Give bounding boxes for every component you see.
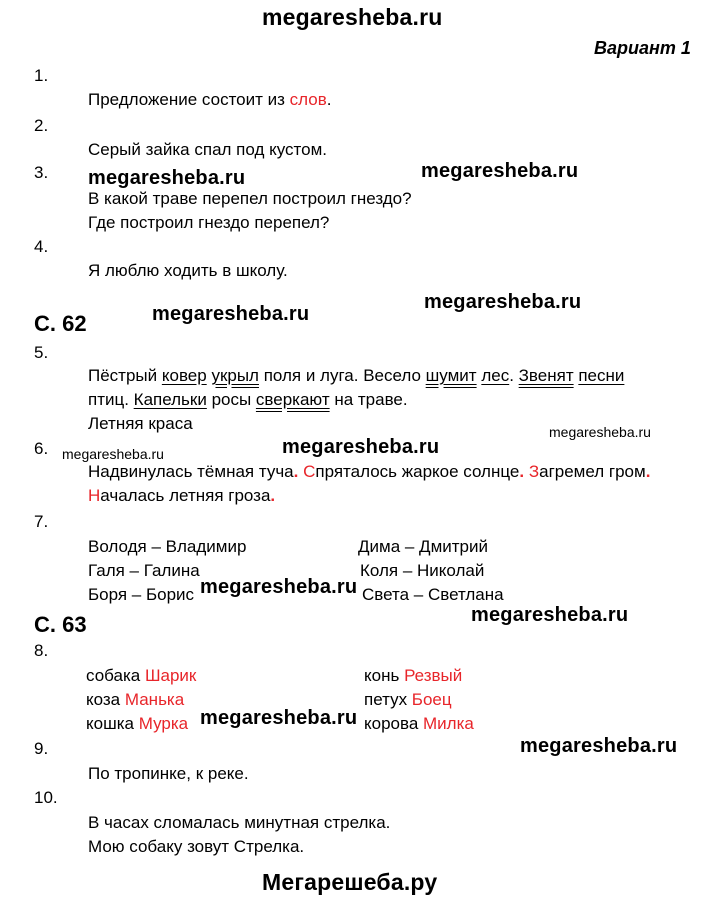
- name-pair: Володя – Владимир: [88, 537, 247, 556]
- predicate-word: шумит: [425, 366, 477, 385]
- red-letter: С: [303, 462, 316, 481]
- word: птиц.: [88, 390, 134, 409]
- red-name: Боец: [411, 690, 452, 709]
- red-punctuation: .: [645, 462, 651, 481]
- answer-text: В часах сломалась минутная стрелка.: [88, 813, 391, 832]
- subject-word: ковер: [161, 366, 207, 385]
- word: конь: [364, 666, 405, 685]
- answer-highlight: слов: [289, 90, 327, 109]
- predicate-word: Звенят: [518, 366, 574, 385]
- red-name: Шарик: [144, 666, 197, 685]
- watermark: megaresheba.ru: [200, 576, 358, 598]
- question-number: 4.: [34, 237, 49, 256]
- watermark: megaresheba.ru: [200, 707, 358, 729]
- red-name: Резвый: [404, 666, 463, 685]
- subject-word: песни: [578, 366, 625, 385]
- red-name: Манька: [124, 690, 185, 709]
- name-pair: Света – Светлана: [362, 585, 504, 604]
- red-name: Мурка: [138, 714, 189, 733]
- red-letter: Н: [88, 486, 101, 505]
- word: на траве.: [329, 390, 408, 409]
- answer-text: [88, 366, 624, 386]
- answer-text-part: .: [326, 90, 332, 109]
- animal-name: [364, 714, 474, 734]
- answer-text: [88, 90, 332, 110]
- predicate-word: укрыл: [211, 366, 259, 385]
- watermark: megaresheba.ru: [471, 604, 629, 626]
- question-number: 3.: [34, 163, 49, 182]
- question-number: 1.: [34, 66, 49, 85]
- page-heading: С. 62: [34, 311, 87, 336]
- answer-title: Летняя краса: [88, 414, 193, 433]
- word: росы: [206, 390, 256, 409]
- watermark: megaresheba.ru: [421, 160, 579, 182]
- answer-text: [88, 462, 650, 482]
- name-pair: Боря – Борис: [88, 585, 195, 604]
- site-footer: Мегарешеба.ру: [262, 869, 438, 895]
- page-heading: С. 63: [34, 612, 87, 637]
- watermark: megaresheba.ru: [152, 303, 310, 325]
- animal-name: [86, 690, 184, 710]
- site-header: megaresheba.ru: [262, 4, 443, 30]
- answer-text: Где построил гнездо перепел?: [88, 213, 330, 232]
- watermark: megaresheba.ru: [62, 446, 164, 462]
- animal-name: [86, 714, 188, 734]
- question-number: 10.: [34, 788, 58, 807]
- watermark: megaresheba.ru: [282, 436, 440, 458]
- name-pair: Галя – Галина: [88, 561, 200, 580]
- red-punctuation: .: [270, 486, 276, 505]
- word: кошка: [86, 714, 139, 733]
- answer-text: Я люблю ходить в школу.: [88, 261, 288, 280]
- question-number: 5.: [34, 343, 49, 362]
- animal-name: [364, 690, 452, 710]
- word: агремел гром: [539, 462, 646, 481]
- animal-name: [86, 666, 196, 686]
- answer-text: Мою собаку зовут Стрелка.: [88, 837, 305, 856]
- word: корова: [364, 714, 424, 733]
- word: Пёстрый: [88, 366, 162, 385]
- red-letter: З: [528, 462, 540, 481]
- predicate-word: сверкают: [255, 390, 330, 409]
- answer-text: По тропинке, к реке.: [88, 764, 249, 783]
- question-number: 8.: [34, 641, 49, 660]
- question-number: 7.: [34, 512, 49, 531]
- answer-text: В какой траве перепел построил гнездо?: [88, 189, 412, 208]
- red-name: Милка: [423, 714, 474, 733]
- watermark: megaresheba.ru: [424, 291, 582, 313]
- answer-text-part: Предложение состоит из: [88, 90, 290, 109]
- word: петух: [364, 690, 412, 709]
- question-number: 9.: [34, 739, 49, 758]
- question-number: 6.: [34, 439, 49, 458]
- red-punctuation: .: [293, 462, 304, 481]
- subject-word: лес: [481, 366, 510, 385]
- word: пряталось жаркое солнце: [315, 462, 520, 481]
- word: Надвинулась тёмная туча: [88, 462, 294, 481]
- word: собака: [86, 666, 145, 685]
- word: коза: [86, 690, 125, 709]
- answer-text: Серый зайка спал под кустом.: [88, 140, 327, 159]
- watermark: megaresheba.ru: [88, 167, 246, 189]
- watermark: megaresheba.ru: [520, 735, 678, 757]
- word: ачалась летняя гроза: [100, 486, 271, 505]
- question-number: 2.: [34, 116, 49, 135]
- subject-word: Капельки: [133, 390, 207, 409]
- answer-text: [88, 390, 408, 410]
- watermark: megaresheba.ru: [549, 424, 651, 440]
- variant-label: Вариант 1: [594, 38, 691, 58]
- red-punctuation: .: [519, 462, 529, 481]
- name-pair: Дима – Дмитрий: [358, 537, 488, 556]
- answer-text: [88, 486, 275, 506]
- word: поля и луга. Весело: [258, 366, 426, 385]
- name-pair: Коля – Николай: [360, 561, 485, 580]
- animal-name: [364, 666, 462, 686]
- word: .: [509, 366, 519, 385]
